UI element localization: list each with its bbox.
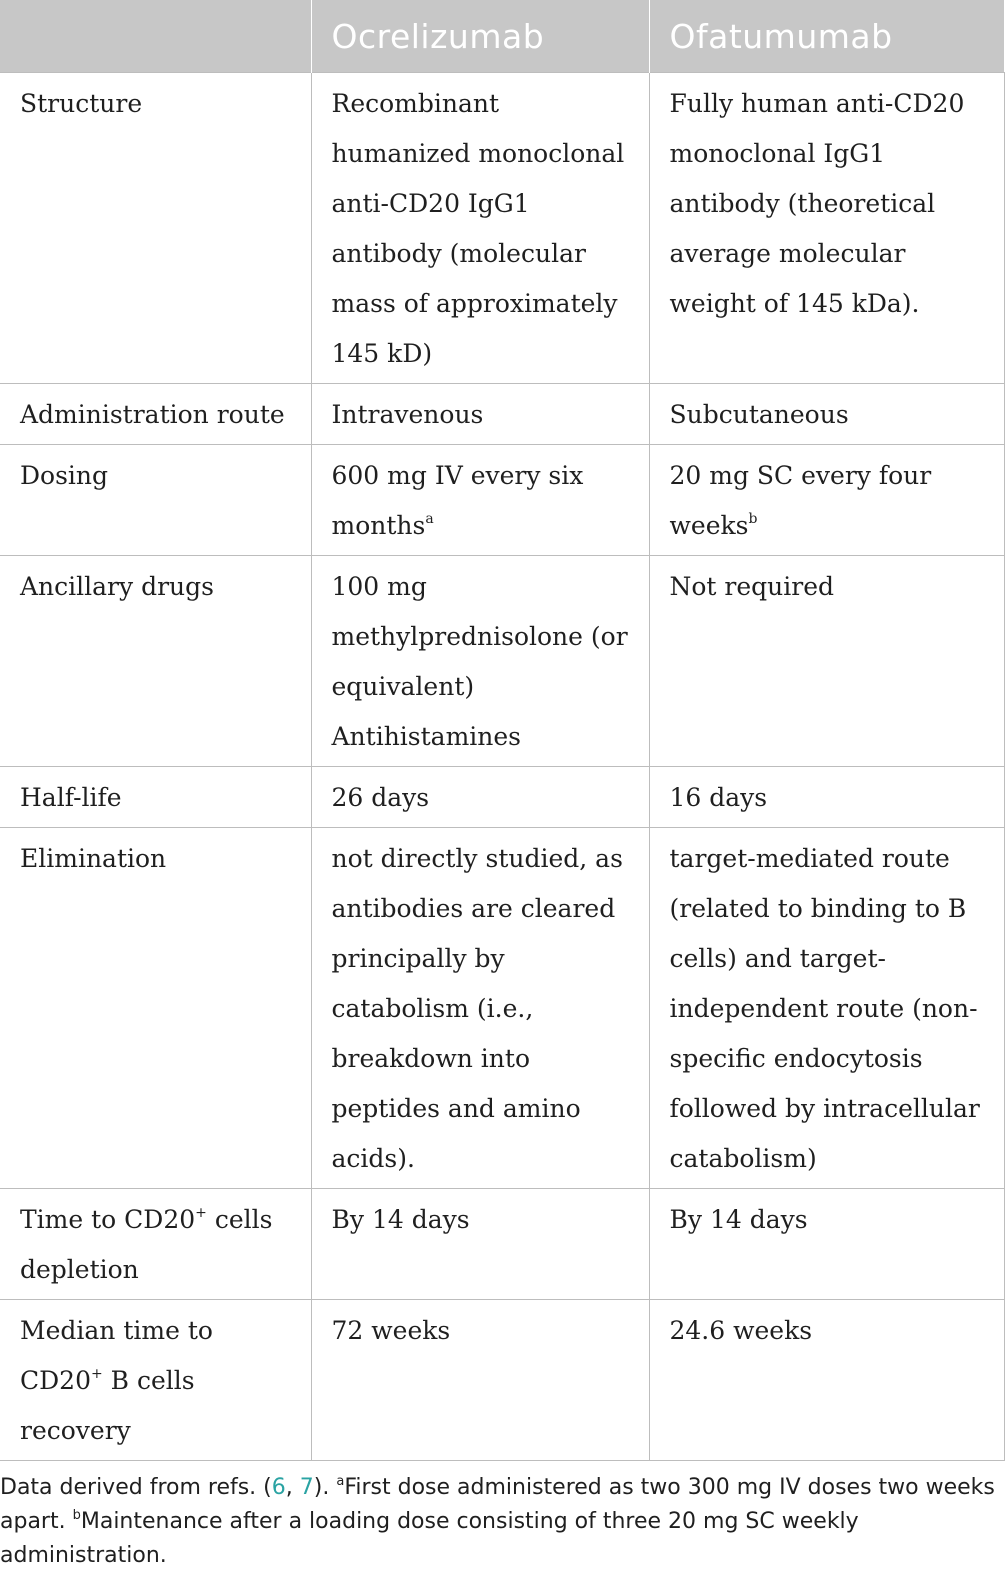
label-text: cells depletion xyxy=(20,1205,273,1284)
row-label: Ancillary drugs xyxy=(0,556,311,767)
footnote-text: ). xyxy=(313,1475,337,1500)
table-row-half-life xyxy=(0,767,1004,828)
superscript-plus: + xyxy=(90,1366,103,1382)
ocrelizumab-cell xyxy=(311,556,649,767)
footnote-marker-b: b xyxy=(748,511,758,527)
row-label xyxy=(0,1300,311,1461)
dosing-text: 600 mg IV every six months xyxy=(331,461,584,540)
row-label: Dosing xyxy=(0,445,311,556)
table-row-recovery-time xyxy=(0,1300,1004,1461)
ofatumumab-cell xyxy=(649,445,1004,556)
footnote-note-a: First dose administered as two 300 mg IV doses two weeks apart. xyxy=(0,1475,995,1534)
row-label: Structure xyxy=(0,73,311,384)
label-text: Time to CD20 xyxy=(20,1205,196,1234)
ofatumumab-cell: Not required xyxy=(649,556,1004,767)
footnote-text: , xyxy=(285,1475,300,1500)
table-footnote xyxy=(0,1471,1000,1573)
ofatumumab-cell: Fully human anti-CD20 monoclonal IgG1 antibody (theoretical average molecular weight of 145 kDa). xyxy=(649,73,1004,384)
header-empty-cell xyxy=(0,0,311,73)
row-label xyxy=(0,1189,311,1300)
ocrelizumab-cell: By 14 days xyxy=(311,1189,649,1300)
ancillary-line: Antihistamines xyxy=(331,722,522,751)
table-row-administration xyxy=(0,384,1004,445)
row-label: Half-life xyxy=(0,767,311,828)
footnote-marker-b: b xyxy=(72,1508,81,1523)
table-header-row xyxy=(0,0,1004,73)
ocrelizumab-cell: Intravenous xyxy=(311,384,649,445)
ancillary-line: 100 mg methylprednisolone (or equivalent) xyxy=(331,572,628,701)
footnote-text: Data derived from refs. ( xyxy=(0,1475,272,1500)
header-ocrelizumab: Ocrelizumab xyxy=(311,0,649,73)
header-ofatumumab: Ofatumumab xyxy=(649,0,1004,73)
table-row-ancillary-drugs xyxy=(0,556,1004,767)
ofatumumab-cell: target-mediated route (related to binding to B cells) and target-independent route (non-specific endocytosis followed by intracellular catabolism) xyxy=(649,828,1004,1189)
table-row-elimination xyxy=(0,828,1004,1189)
table-row-structure xyxy=(0,73,1004,384)
footnote-marker-a: a xyxy=(425,511,434,527)
ofatumumab-cell: By 14 days xyxy=(649,1189,1004,1300)
dosing-text: 20 mg SC every four weeks xyxy=(669,461,932,540)
ocrelizumab-cell: 72 weeks xyxy=(311,1300,649,1461)
row-label: Elimination xyxy=(0,828,311,1189)
superscript-plus: + xyxy=(195,1205,207,1221)
reference-link-7[interactable]: 7 xyxy=(299,1475,314,1500)
reference-link-6[interactable]: 6 xyxy=(271,1475,286,1500)
ocrelizumab-cell: Recombinant humanized monoclonal anti-CD20 IgG1 antibody (molecular mass of approximately 145 kD) xyxy=(311,73,649,384)
ocrelizumab-cell: not directly studied, as antibodies are cleared principally by catabolism (i.e., breakdown into peptides and amino acids). xyxy=(311,828,649,1189)
ocrelizumab-cell: 26 days xyxy=(311,767,649,828)
label-text: Median time to CD20 xyxy=(20,1316,213,1395)
footnote-note-b: Maintenance after a loading dose consisting of three 20 mg SC weekly administration. xyxy=(0,1509,859,1568)
table-row-dosing xyxy=(0,445,1004,556)
ofatumumab-cell: 16 days xyxy=(649,767,1004,828)
ofatumumab-cell: Subcutaneous xyxy=(649,384,1004,445)
footnote-marker-a: a xyxy=(336,1474,345,1489)
row-label: Administration route xyxy=(0,384,311,445)
ocrelizumab-cell xyxy=(311,445,649,556)
table-row-depletion-time xyxy=(0,1189,1004,1300)
label-text: B cells recovery xyxy=(20,1366,195,1445)
ofatumumab-cell: 24.6 weeks xyxy=(649,1300,1004,1461)
